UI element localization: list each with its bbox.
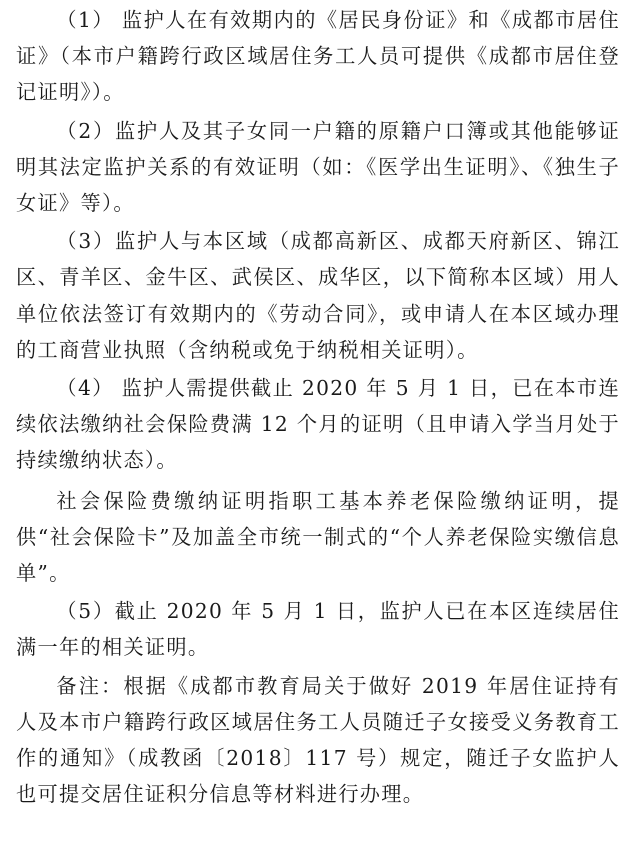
paragraph-item-5: （5）截止 2020 年 5 月 1 日，监护人已在本区连续居住满一年的相关证明。 <box>16 599 620 660</box>
paragraph-item-3: （3）监护人与本区域（成都高新区、成都天府新区、锦江区、青羊区、金牛区、武侯区、成华区，以下简称本区域）用人单位依法签订有效期内的《劳动合同》，或申请人在本区域办理的工商营业执照（含纳税或免于纳税相关证明）。 <box>16 229 620 362</box>
paragraph-item-2: （2）监护人及其子女同一户籍的原籍户口簿或其他能够证明其法定监护关系的有效证明（如：《医学出生证明》、《独生子女证》等）。 <box>16 118 620 216</box>
paragraph-item-4: （4） 监护人需提供截止 2020 年 5 月 1 日，已在本市连续依法缴纳社会保险费满 12 个月的证明（且申请入学当月处于持续缴纳状态）。 <box>16 376 620 473</box>
paragraph-item-4-note: 社会保险费缴纳证明指职工基本养老保险缴纳证明，提供“社会保险卡”及加盖全市统一制式的“个人养老保险实缴信息单”。 <box>16 488 620 586</box>
paragraph-remark: 备注：根据《成都市教育局关于做好 2019 年居住证持有人及本市户籍跨行政区域居住务工人员随迁子女接受义务教育工作的通知》（成教函〔2018〕117 号）规定，随迁子女监护人也可提交居住证积分信息等材料进行办理。 <box>16 673 620 807</box>
paragraph-item-1: （1） 监护人在有效期内的《居民身份证》和《成都市居住证》（本市户籍跨行政区域居住务工人员可提供《成都市居住登记证明》）。 <box>16 8 620 105</box>
